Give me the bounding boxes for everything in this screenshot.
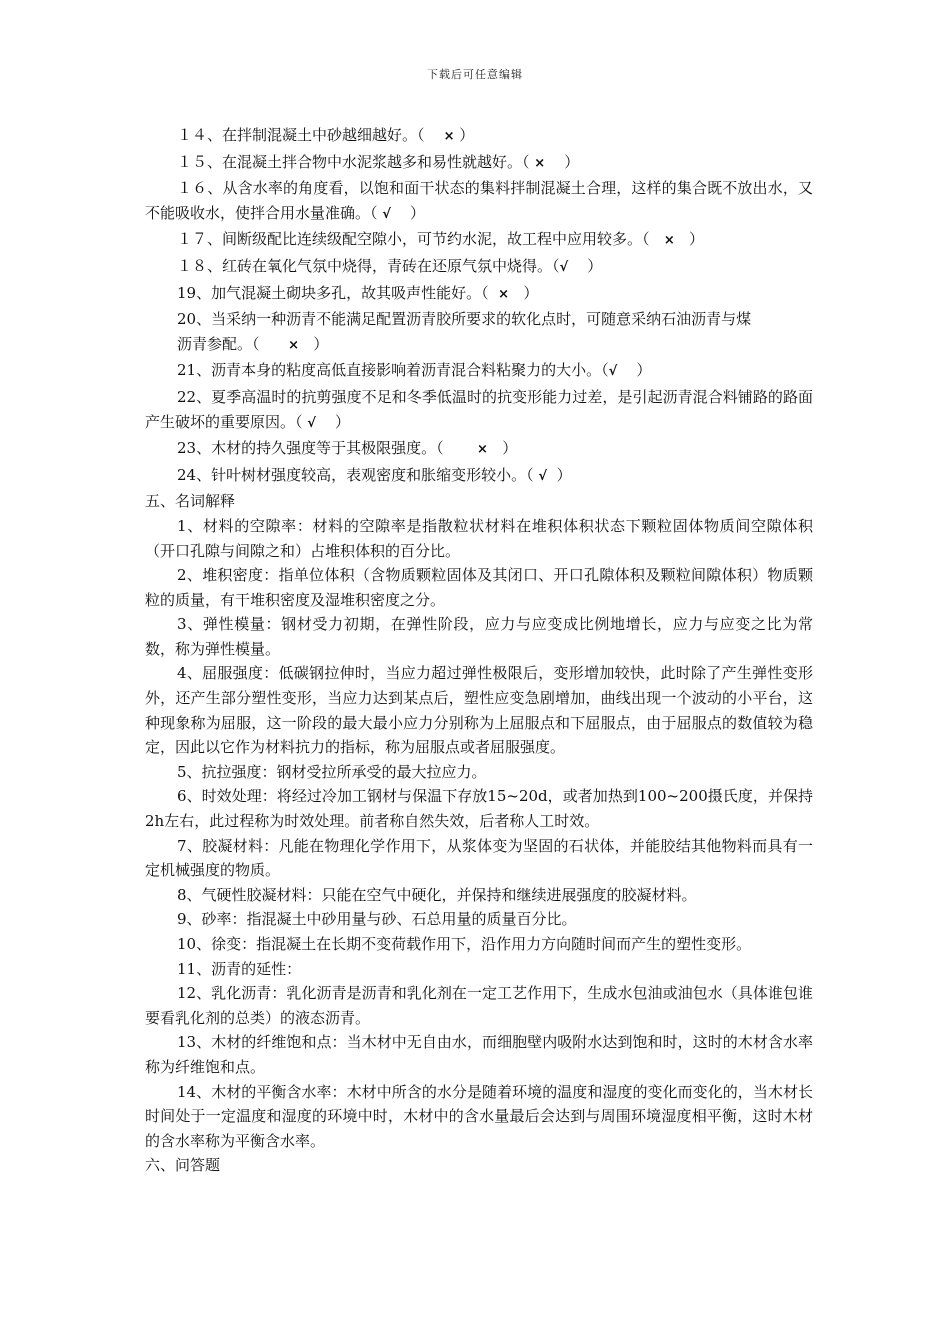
term-definition: 9、砂率：指混凝土中砂用量与砂、石总用量的质量百分比。 bbox=[177, 910, 577, 929]
answer-mark: × bbox=[443, 129, 455, 144]
document-body bbox=[145, 123, 813, 1178]
term-definition: 6、时效处理：将经过冷加工钢材与保温下存放15~20d，或者加热到100~200摄氏度，并保持2h左右，此过程称为时效处理。前者称自然失效，后者称人工时效。 bbox=[145, 787, 813, 831]
term-definition: 8、气硬性胶凝材料：只能在空气中硬化，并保持和继续进展强度的胶凝材料。 bbox=[177, 885, 697, 904]
judgement-item: 23、木材的持久强度等于其极限强度。（ × ） bbox=[177, 439, 518, 458]
judgement-item: 19、加气混凝土砌块多孔，故其吸声性能好。（ × ） bbox=[177, 283, 539, 302]
judgement-item: １７、间断级配比连续级配空隙小，可节约水泥，故工程中应用较多。（ × ） bbox=[177, 230, 705, 249]
answer-mark: × bbox=[534, 155, 546, 171]
term-definition: 4、屈服强度：低碳钢拉伸时，当应力超过弹性极限后，变形增加较快，此时除了产生弹性变形外，还产生部分塑性变形，当应力达到某点后，塑性应变急剧增加，曲线出现一个波动的小平台，这种现象称为屈服，这一阶段的最大最小应力分别称为上屈服点和下屈服点，由于屈服点的数值较为稳定，因此以它作为材料抗力的指标，称为屈服点或者屈服强度。 bbox=[145, 664, 813, 757]
term-definition: 7、胶凝材料：凡能在物理化学作用下，从浆体变为坚固的石状体，并能胶结其他物料而具有一定机械强度的物质。 bbox=[145, 836, 813, 880]
answer-mark: √ bbox=[382, 206, 391, 222]
answer-mark: √ bbox=[307, 415, 316, 431]
term-definition: 5、抗拉强度：钢材受拉所承受的最大拉应力。 bbox=[177, 762, 487, 781]
answer-mark: √ bbox=[608, 364, 618, 380]
term-definition: 12、乳化沥青：乳化沥青是沥青和乳化剂在一定工艺作用下，生成水包油或油包水（具体谁包谁要看乳化剂的总类）的液态沥青。 bbox=[145, 984, 813, 1027]
answer-mark: × bbox=[663, 233, 675, 249]
judgement-item: 22、夏季高温时的抗剪强度不足和冬季低温时的抗变形能力过差，是引起沥青混合料铺路的路面产生破坏的重要原因。（ √ ） bbox=[145, 387, 813, 431]
judgement-item: １５、在混凝土拌合物中水泥浆越多和易性就越好。（ × ） bbox=[177, 152, 580, 171]
answer-mark: × bbox=[476, 442, 488, 458]
term-definition: 13、木材的纤维饱和点：当木材中无自由水，而细胞壁内吸附水达到饱和时，这时的木材含水率称为纤维饱和点。 bbox=[145, 1033, 813, 1076]
answer-mark: √ bbox=[538, 468, 548, 484]
term-definition: 14、木材的平衡含水率：木材中所含的水分是随着环境的温度和湿度的变化而变化的，当木材长时间处于一定温度和湿度的环境中时，木材中的含水量最后会达到与周围环境湿度相平衡，这时木材的含水率称为平衡含水率。 bbox=[145, 1082, 813, 1150]
answer-mark: × bbox=[498, 286, 510, 302]
answer-mark: × bbox=[288, 337, 300, 353]
judgement-item: 20、当采纳一种沥青不能满足配置沥青胶所要求的软化点时，可随意采纳石油沥青与煤 bbox=[177, 310, 752, 329]
term-definition: 10、徐变：指混凝土在长期不变荷载作用下，沿作用力方向随时间而产生的塑性变形。 bbox=[177, 935, 752, 953]
section-title: 六、问答题 bbox=[145, 1156, 221, 1175]
section-title: 五、名词解释 bbox=[145, 492, 236, 511]
term-definition: 11、沥青的延性： bbox=[177, 959, 302, 978]
judgement-item: 沥青参配。（ × ） bbox=[177, 334, 329, 353]
judgement-item: 21、沥青本身的粘度高低直接影响着沥青混合料粘聚力的大小。（√ ） bbox=[177, 361, 652, 380]
term-definition: 1、材料的空隙率：材料的空隙率是指散粒状材料在堆积体积状态下颗粒固体物质间空隙体积（开口孔隙与间隙之和）占堆积体积的百分比。 bbox=[145, 516, 813, 560]
judgement-item: １６、从含水率的角度看，以饱和面干状态的集料拌制混凝土合理，这样的集合既不放出水，又不能吸收水，使拌合用水量准确。（ √ ） bbox=[145, 179, 813, 222]
answer-mark: √ bbox=[559, 259, 569, 275]
judgement-item: 24、针叶树材强度较高，表观密度和胀缩变形较小。（ √ ） bbox=[177, 465, 572, 484]
judgement-item: １８、红砖在氧化气氛中烧得，青砖在还原气氛中烧得。（√ ） bbox=[177, 256, 603, 275]
judgement-item: １４、在拌制混凝土中砂越细越好。（ × ） bbox=[177, 126, 475, 144]
page-header: 下载后可任意编辑 bbox=[427, 68, 523, 81]
term-definition: 3、弹性模量：钢材受力初期，在弹性阶段，应力与应变成比例地增长，应力与应变之比为常数，称为弹性模量。 bbox=[145, 615, 813, 658]
term-definition: 2、堆积密度：指单位体积（含物质颗粒固体及其闭口、开口孔隙体积及颗粒间隙体积）物质颗粒的质量，有干堆积密度及湿堆积密度之分。 bbox=[145, 566, 813, 609]
